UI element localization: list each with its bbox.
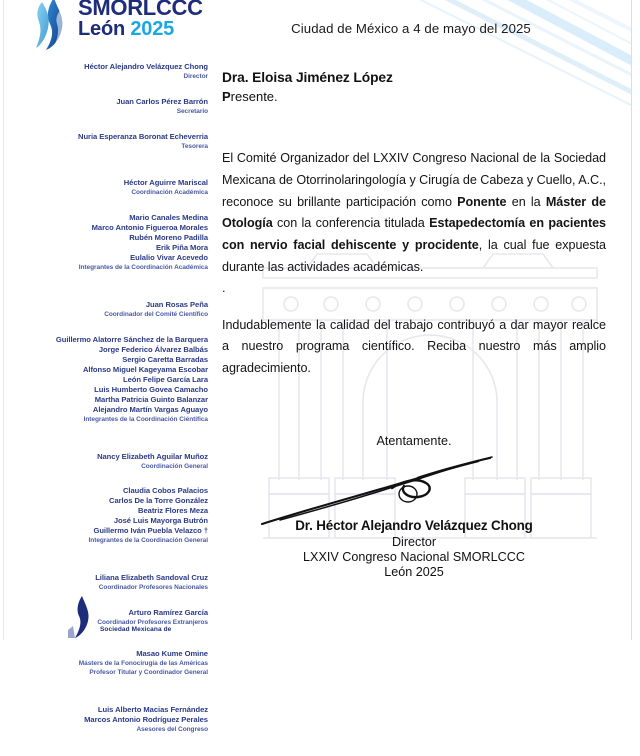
committee-role: Asesores del Congreso: [136, 726, 208, 734]
signer-name: Dr. Héctor Alejandro Velázquez Chong: [295, 518, 533, 533]
committee-member-name: Marcos Antonio Rodríguez Perales: [84, 715, 208, 725]
committee-spacer: [0, 688, 208, 705]
committee-member-name: Rubén Moreno Padilla: [129, 233, 208, 243]
sidebar: [0, 0, 214, 734]
committee-role: Integrantes de la Coordinación Ciéntifica: [83, 415, 208, 423]
committee-member-name: Alfonso Miguel Kageyama Escobar: [82, 364, 208, 374]
p1-part2: en la: [506, 194, 546, 209]
committee-member-name: Guillermo Alatorre Sánchez de la Barquera: [55, 334, 208, 344]
committee-member-name: Martha Patricia Guinto Balanzar: [94, 394, 208, 404]
closing-block: [222, 434, 606, 528]
committee-spacer: [0, 435, 208, 452]
committee-member-name: Juan Carlos Pérez Barrón: [116, 96, 208, 106]
logo-city: León: [78, 17, 125, 40]
flame-logo-icon: [28, 0, 76, 50]
paragraph-one: [222, 148, 606, 279]
committee-spacer: [0, 283, 208, 300]
committee-block: [0, 486, 208, 546]
p1-part3: con la conferencia titulada: [272, 216, 430, 231]
stray-dot: .: [222, 280, 226, 295]
committee-list: [0, 62, 214, 756]
committee-member-name: Liliana Elizabeth Sandoval Cruz: [95, 573, 208, 583]
addressee-present: [222, 89, 602, 104]
committee-member-name: Jorge Federico Álvarez Balbás: [98, 344, 208, 354]
committee-role: Tesorera: [181, 142, 208, 150]
committee-role: Integrantes de la Coordinación Académica: [78, 264, 208, 272]
p1-part1: El Comité Organizador del LXXIV Congreso Nacional de la Sociedad Mexicana de Otorrinolaringología y Cirugía de Cabeza y Cuello, A.C., reconoce su brillante participación como: [222, 151, 606, 209]
committee-member-name: Alejandro Martín Vargas Aguayo: [92, 404, 208, 414]
signer-block: [222, 518, 606, 579]
committee-member-name: Sergio Caretta Barradas: [122, 354, 208, 364]
committee-role: Coordinación General: [141, 462, 208, 470]
committee-member-name: Claudia Cobos Palacios: [123, 486, 208, 496]
committee-member-name: Masao Kume Omine: [136, 648, 208, 658]
committee-block: [0, 97, 208, 117]
committee-role: Secretario: [176, 107, 208, 115]
p1-bold-master: Máster de Otología: [222, 194, 606, 231]
committee-role-secondary: Profesor Titular y Coordinador General: [89, 669, 208, 677]
committee-block: [0, 213, 208, 273]
committee-member-name: Eulalio Vivar Acevedo: [130, 253, 208, 263]
committee-member-name: Carlos De la Torre González: [109, 496, 208, 506]
committee-member-name: Nancy Elizabeth Aguilar Muñoz: [97, 451, 208, 461]
committee-block: [0, 573, 208, 593]
committee-member-name: Arturo Ramírez García: [128, 607, 208, 617]
paragraph-two: Indudablemente la calidad del trabajo contribuyó a dar mayor realce a nuestro programa científico. Reciba nuestro más amplio agradecimiento.: [222, 317, 606, 376]
page-left-edge: [0, 0, 4, 640]
committee-member-name: León Felipe García Lara: [123, 374, 208, 384]
addressee-name: Dra. Eloisa Jiménez López: [222, 70, 393, 85]
committee-member-name: Beatriz Flores Meza: [138, 506, 208, 516]
committee-role: Coordinación Académica: [131, 189, 208, 197]
logo-acronym: SMORLCCC: [78, 0, 203, 20]
signer-organization: LXXIV Congreso Nacional SMORLCCC: [303, 550, 525, 564]
signer-role: Director: [391, 535, 437, 549]
committee-member-name: Héctor Aguirre Mariscal: [123, 178, 208, 188]
committee-role: Coordinador Profesores Extranjeros: [97, 618, 208, 626]
committee-block: [0, 132, 208, 152]
committee-block: [0, 705, 208, 735]
committee-member-name: Nuria Esperanza Boronat Echeverria: [78, 131, 208, 141]
committee-member-name: Juan Rosas Peña: [145, 299, 208, 309]
logo-year: 2025: [130, 17, 175, 40]
page-right-edge: [631, 0, 640, 640]
handwritten-signature: [222, 450, 606, 528]
flame-logo-icon: [68, 596, 94, 638]
congress-logo: [10, 0, 210, 52]
committee-member-name: Mario Canales Medina: [129, 213, 208, 223]
p1-part4: , la cual fue expuesta durante las actividades académicas.: [222, 238, 606, 274]
p1-bold-ponente: Ponente: [457, 194, 507, 209]
signer-city-year: León 2025: [384, 565, 444, 579]
committee-spacer: [0, 161, 208, 178]
present-rest: resente.: [230, 89, 278, 104]
committee-role: Coordinador del Comité Científico: [104, 310, 208, 318]
letter-body: [216, 0, 630, 640]
committee-member-name: Luis Alberto Macias Fernández: [97, 705, 208, 715]
committee-role: Coordinador Profesores Nacionales: [98, 584, 208, 592]
present-initial: P: [222, 89, 231, 104]
committee-member-name: José Luis Mayorga Butrón: [113, 516, 208, 526]
committee-spacer: [0, 745, 208, 756]
committee-block: [0, 335, 208, 425]
committee-member-name: Erik Piña Mora: [155, 243, 208, 253]
committee-block: [0, 452, 208, 472]
committee-role: Másters de la Fonocirugía de las Américas: [78, 659, 208, 667]
letter-date: Ciudad de México a 4 de mayo del 2025: [291, 21, 531, 36]
letter-paragraphs: [222, 148, 606, 380]
committee-spacer: [0, 556, 208, 573]
committee-role: Integrantes de la Coordinación General: [88, 537, 208, 545]
closing-salutation: Atentamente.: [376, 434, 452, 448]
committee-member-name: Luis Humberto Govea Camacho: [94, 384, 208, 394]
addressee-block: [222, 70, 602, 104]
society-logo: [60, 596, 210, 644]
committee-block: [0, 62, 208, 82]
committee-block: [0, 178, 208, 198]
committee-role: Director: [183, 73, 208, 81]
society-logo-text: Sociedad Mexicana de: [100, 626, 172, 633]
committee-block: [0, 649, 208, 679]
committee-member-name: Marco Antonio Figueroa Morales: [91, 223, 208, 233]
committee-block: [0, 300, 208, 320]
committee-member-name: Héctor Alejandro Velázquez Chong: [84, 62, 208, 71]
committee-member-name: Guillermo Iván Puebla Velazco †: [93, 526, 208, 536]
p1-bold-title: Estapedectomía en pacientes con nervio facial dehiscente y procidente: [222, 216, 607, 253]
